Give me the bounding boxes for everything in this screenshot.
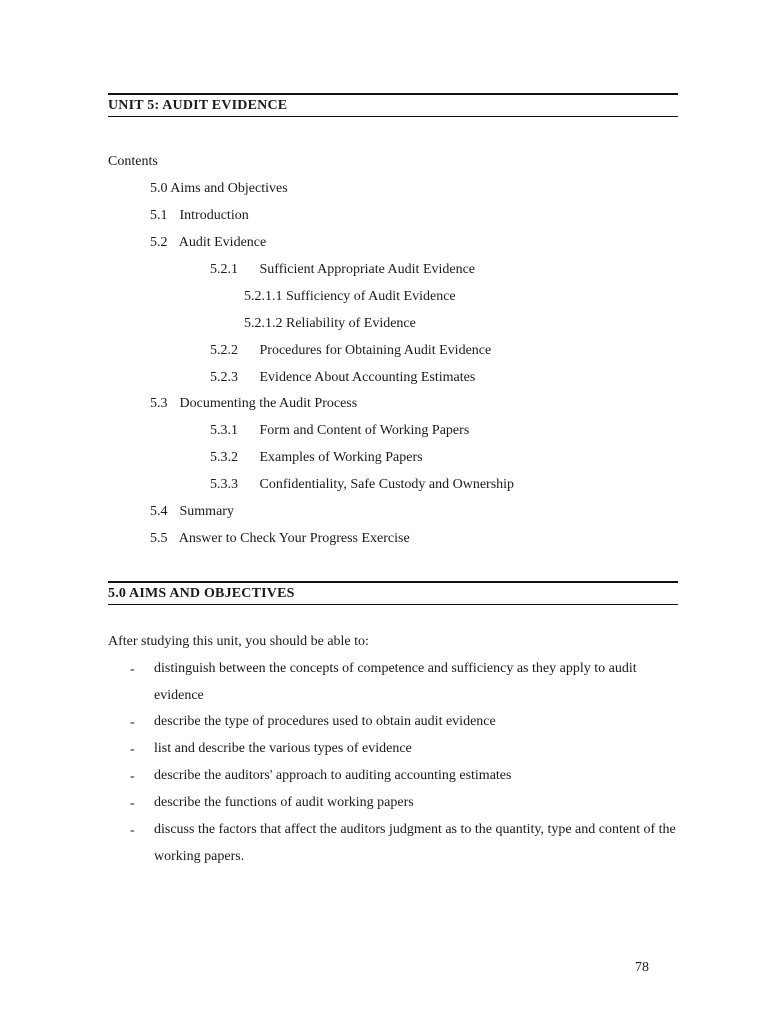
toc-title: Sufficiency of Audit Evidence [286, 289, 456, 304]
contents-label: Contents [108, 154, 158, 169]
objective-item: describe the type of procedures used to obtain audit evidence [154, 714, 496, 729]
toc-title: Evidence About Accounting Estimates [259, 370, 476, 385]
toc-title: Aims and Objectives [170, 181, 288, 196]
toc-title: Documenting the Audit Process [179, 396, 358, 411]
toc-item[interactable] [210, 449, 423, 467]
toc-number: 5.2.2 [210, 343, 238, 358]
toc-title: Form and Content of Working Papers [259, 423, 470, 438]
toc-number: 5.3.1 [210, 423, 238, 438]
toc-item[interactable] [210, 476, 514, 494]
toc-title: Examples of Working Papers [259, 450, 423, 465]
toc-number: 5.2.1.2 [244, 316, 283, 331]
bullet-dash: - [130, 742, 135, 757]
objective-item: describe the auditors' approach to auditing accounting estimates [154, 768, 512, 783]
bullet-dash: - [130, 662, 135, 677]
objective-item: distinguish between the concepts of competence and sufficiency as they apply to audit evidence [154, 661, 637, 703]
toc-title: Audit Evidence [178, 235, 267, 250]
toc-item[interactable] [210, 422, 469, 440]
bullet-dash: - [130, 823, 135, 838]
toc-item[interactable] [210, 369, 475, 387]
bullet-dash: - [130, 796, 135, 811]
bullet-dash: - [130, 715, 135, 730]
toc-number: 5.3.2 [210, 450, 238, 465]
toc-item[interactable] [150, 207, 249, 225]
toc-item[interactable] [150, 234, 266, 252]
toc-item[interactable] [150, 180, 288, 198]
toc-title: Reliability of Evidence [286, 316, 416, 331]
toc-number: 5.1 [150, 208, 168, 223]
toc-item[interactable] [150, 395, 357, 413]
toc-title: Introduction [179, 208, 249, 223]
objective-item: discuss the factors that affect the auditors judgment as to the quantity, type and content of the working papers. [154, 822, 676, 864]
toc-item[interactable] [150, 530, 410, 548]
toc-item[interactable] [150, 503, 234, 521]
toc-number: 5.2 [150, 235, 168, 250]
toc-item[interactable] [210, 261, 475, 279]
toc-number: 5.5 [150, 531, 168, 546]
toc-title: Sufficient Appropriate Audit Evidence [259, 262, 476, 277]
toc-number: 5.0 [150, 181, 168, 196]
aims-heading-block [108, 581, 678, 605]
toc-title: Procedures for Obtaining Audit Evidence [259, 343, 492, 358]
objective-item: describe the functions of audit working papers [154, 795, 414, 810]
toc-number: 5.2.1.1 [244, 289, 283, 304]
unit-heading: UNIT 5: AUDIT EVIDENCE [108, 98, 288, 113]
toc-title: Summary [179, 504, 234, 519]
toc-number: 5.3 [150, 396, 168, 411]
toc-number: 5.3.3 [210, 477, 238, 492]
aims-intro: After studying this unit, you should be able to: [108, 634, 369, 649]
unit-heading-block [108, 93, 678, 117]
bullet-dash: - [130, 769, 135, 784]
objective-item: list and describe the various types of evidence [154, 741, 412, 756]
toc-title: Confidentiality, Safe Custody and Ownership [259, 477, 515, 492]
toc-item[interactable] [210, 342, 491, 360]
toc-item[interactable] [244, 288, 456, 306]
toc-item[interactable] [244, 315, 416, 333]
toc-number: 5.2.3 [210, 370, 238, 385]
toc-title: Answer to Check Your Progress Exercise [178, 531, 410, 546]
toc-number: 5.4 [150, 504, 168, 519]
aims-heading: 5.0 AIMS AND OBJECTIVES [108, 586, 295, 601]
page-number: 78 [635, 960, 649, 975]
toc-number: 5.2.1 [210, 262, 238, 277]
